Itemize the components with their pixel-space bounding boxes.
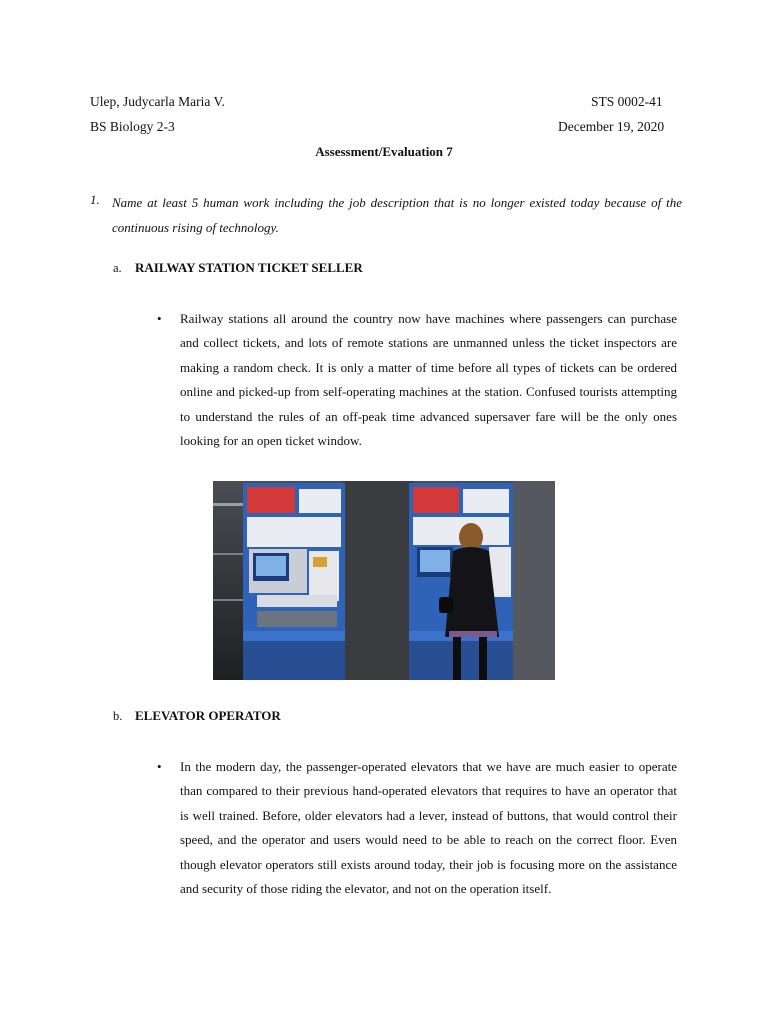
section-b-letter: b. <box>113 709 123 723</box>
date: December 19, 2020 <box>558 119 665 134</box>
ticket-machines-illustration <box>213 481 555 680</box>
program: BS Biology 2-3 <box>90 119 175 134</box>
section-a-letter: a. <box>113 261 122 275</box>
section-a-paragraph: Railway stations all around the country now have machines where passengers can purchase and collect tickets, and lots of remote stations are unmanned unless the ticket inspectors are making a random check. It is only a matter of time before all types of tickets can be ordered online and picked-up from self-operating machines at the station. Confused tourists attempting to understand the rules of an off-peak time advanced supersaver fare will be the only ones looking for an open ticket window. <box>180 311 677 449</box>
section-b-title: ELEVATOR OPERATOR <box>135 708 281 723</box>
section-a-title: RAILWAY STATION TICKET SELLER <box>135 260 363 275</box>
section-a-bullet: • <box>157 311 162 326</box>
ticket-machines-photo <box>213 481 555 680</box>
section-b-bullet: • <box>157 759 162 774</box>
course-code: STS 0002-41 <box>591 94 663 109</box>
student-name: Ulep, Judycarla Maria V. <box>90 94 225 109</box>
page-title: Assessment/Evaluation 7 <box>315 144 453 159</box>
question-text: Name at least 5 human work including the job description that is no longer existed today because of the continuous rising of technology. <box>112 195 682 235</box>
section-b-paragraph: In the modern day, the passenger-operated elevators that we have are much easier to operate than compared to their previous hand-operated elevators that requires to have an operator that is well trained. Before, older elevators had a lever, instead of buttons, that would control their speed, and the operator and users would need to be able to reach on the correct floor. Even though elevator operators still exists around today, their job is focusing more on the assistance and security of those riding the elevator, and not on the operation itself. <box>180 759 677 897</box>
left-ticket-machine <box>243 483 345 680</box>
question-number: 1. <box>90 192 100 207</box>
